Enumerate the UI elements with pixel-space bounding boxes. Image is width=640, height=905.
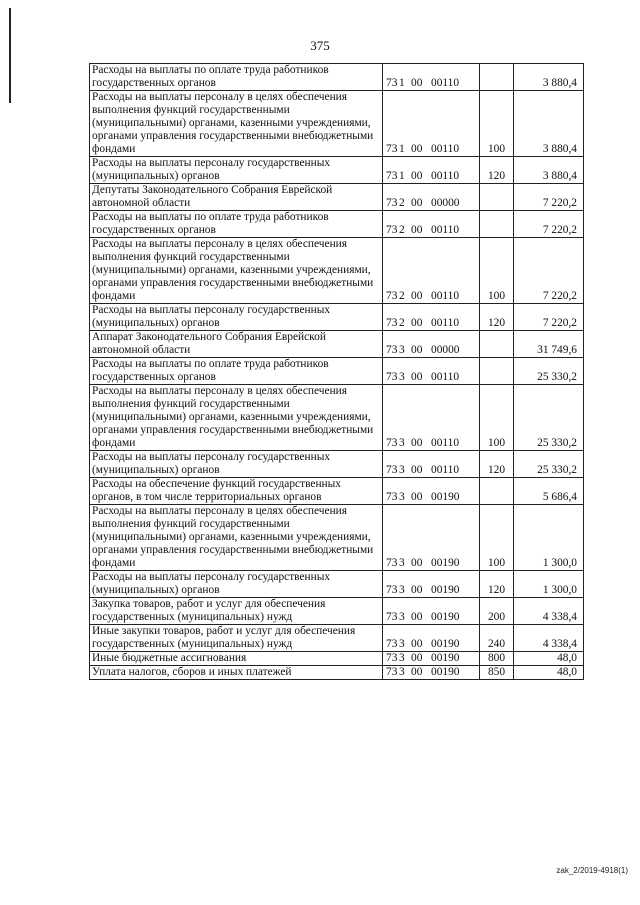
row-name: Расходы на выплаты персоналу в целях обеспечения выполнения функций государственными (муниципальными) органами, казенными учреждениями, органами управления государственными внебюджетными фондами (90, 238, 383, 304)
row-kcsr (383, 304, 480, 331)
kcsr-group: 00 (411, 290, 423, 302)
table-row (90, 157, 584, 184)
row-sum: 7 220,2 (514, 304, 584, 331)
kcsr-program: 73 (386, 437, 398, 449)
kcsr-group: 00 (411, 170, 423, 182)
kcsr-direction: 00190 (431, 638, 460, 650)
budget-table (89, 63, 584, 680)
row-kvr: 240 (480, 625, 514, 652)
kcsr-program: 73 (386, 170, 398, 182)
kcsr-direction: 00190 (431, 557, 460, 569)
row-name: Закупка товаров, работ и услуг для обеспечения государственных (муниципальных) нужд (90, 598, 383, 625)
row-kvr (480, 358, 514, 385)
row-name: Иные закупки товаров, работ и услуг для обеспечения государственных (муниципальных) нужд (90, 625, 383, 652)
row-kvr: 120 (480, 451, 514, 478)
row-kcsr (383, 625, 480, 652)
row-sum: 7 220,2 (514, 238, 584, 304)
kcsr-program: 73 (386, 344, 398, 356)
kcsr-program: 73 (386, 491, 398, 503)
row-sum: 25 330,2 (514, 451, 584, 478)
row-kvr: 120 (480, 157, 514, 184)
row-kcsr (383, 331, 480, 358)
kcsr-subprogram: 2 (399, 317, 405, 329)
kcsr-direction: 00110 (431, 437, 460, 449)
kcsr-direction: 00190 (431, 611, 460, 623)
row-sum: 48,0 (514, 652, 584, 666)
kcsr-direction: 00110 (431, 371, 460, 383)
row-name: Депутаты Законодательного Собрания Еврейской автономной области (90, 184, 383, 211)
row-name: Расходы на обеспечение функций государственных органов, в том числе территориальных органов (90, 478, 383, 505)
row-name: Расходы на выплаты персоналу в целях обеспечения выполнения функций государственными (муниципальными) органами, казенными учреждениями, органами управления государственными внебюджетными фондами (90, 505, 383, 571)
row-sum: 3 880,4 (514, 64, 584, 91)
kcsr-group: 00 (411, 197, 423, 209)
table-row (90, 385, 584, 451)
table-row (90, 505, 584, 571)
row-sum: 31 749,6 (514, 331, 584, 358)
row-sum: 5 686,4 (514, 478, 584, 505)
row-kcsr (383, 91, 480, 157)
row-kcsr (383, 652, 480, 666)
kcsr-program: 73 (386, 317, 398, 329)
row-kcsr (383, 385, 480, 451)
kcsr-program: 73 (386, 464, 398, 476)
kcsr-subprogram: 3 (399, 344, 405, 356)
kcsr-subprogram: 1 (399, 170, 405, 182)
row-name: Расходы на выплаты персоналу государственных (муниципальных) органов (90, 451, 383, 478)
kcsr-group: 00 (411, 344, 423, 356)
row-kvr: 120 (480, 304, 514, 331)
row-sum: 7 220,2 (514, 211, 584, 238)
row-kcsr (383, 157, 480, 184)
kcsr-subprogram: 2 (399, 224, 405, 236)
row-kcsr (383, 238, 480, 304)
row-sum: 7 220,2 (514, 184, 584, 211)
table-row (90, 625, 584, 652)
row-kcsr (383, 64, 480, 91)
kcsr-program: 73 (386, 371, 398, 383)
table-row (90, 451, 584, 478)
kcsr-direction: 00110 (431, 290, 460, 302)
table-row (90, 64, 584, 91)
row-kvr: 100 (480, 505, 514, 571)
row-sum: 3 880,4 (514, 157, 584, 184)
kcsr-direction: 00110 (431, 317, 460, 329)
kcsr-group: 00 (411, 652, 423, 664)
row-sum: 25 330,2 (514, 358, 584, 385)
row-kcsr (383, 666, 480, 680)
kcsr-subprogram: 3 (399, 652, 405, 664)
table-row (90, 478, 584, 505)
row-kvr (480, 211, 514, 238)
row-kvr: 100 (480, 91, 514, 157)
row-name: Расходы на выплаты по оплате труда работников государственных органов (90, 358, 383, 385)
kcsr-program: 73 (386, 611, 398, 623)
row-name: Расходы на выплаты персоналу государственных (муниципальных) органов (90, 571, 383, 598)
table-row (90, 304, 584, 331)
row-kvr: 850 (480, 666, 514, 680)
row-kcsr (383, 598, 480, 625)
table-row (90, 331, 584, 358)
kcsr-direction: 00000 (431, 197, 460, 209)
table-body (90, 64, 584, 680)
row-kvr (480, 184, 514, 211)
row-name: Расходы на выплаты по оплате труда работников государственных органов (90, 64, 383, 91)
table-row (90, 571, 584, 598)
row-kvr: 100 (480, 238, 514, 304)
kcsr-program: 73 (386, 652, 398, 664)
kcsr-direction: 00110 (431, 77, 460, 89)
kcsr-group: 00 (411, 491, 423, 503)
kcsr-program: 73 (386, 143, 398, 155)
kcsr-program: 73 (386, 557, 398, 569)
kcsr-direction: 00190 (431, 666, 460, 678)
row-kcsr (383, 184, 480, 211)
row-kvr (480, 331, 514, 358)
row-name: Расходы на выплаты персоналу в целях обеспечения выполнения функций государственными (муниципальными) органами, казенными учреждениями, органами управления государственными внебюджетными фондами (90, 385, 383, 451)
kcsr-subprogram: 3 (399, 666, 405, 678)
kcsr-subprogram: 3 (399, 611, 405, 623)
kcsr-program: 73 (386, 77, 398, 89)
kcsr-subprogram: 3 (399, 464, 405, 476)
margin-line (9, 8, 11, 103)
kcsr-program: 73 (386, 197, 398, 209)
row-sum: 4 338,4 (514, 598, 584, 625)
row-sum: 3 880,4 (514, 91, 584, 157)
kcsr-subprogram: 3 (399, 371, 405, 383)
kcsr-subprogram: 1 (399, 143, 405, 155)
row-kvr: 120 (480, 571, 514, 598)
kcsr-subprogram: 3 (399, 491, 405, 503)
kcsr-group: 00 (411, 666, 423, 678)
kcsr-group: 00 (411, 584, 423, 596)
row-sum: 1 300,0 (514, 571, 584, 598)
row-kcsr (383, 505, 480, 571)
kcsr-subprogram: 3 (399, 557, 405, 569)
row-name: Иные бюджетные ассигнования (90, 652, 383, 666)
table-row (90, 91, 584, 157)
table-row (90, 184, 584, 211)
kcsr-program: 73 (386, 666, 398, 678)
kcsr-direction: 00110 (431, 224, 460, 236)
kcsr-group: 00 (411, 143, 423, 155)
row-kcsr (383, 571, 480, 598)
kcsr-subprogram: 3 (399, 638, 405, 650)
kcsr-program: 73 (386, 638, 398, 650)
row-kcsr (383, 211, 480, 238)
kcsr-direction: 00110 (431, 170, 460, 182)
row-name: Расходы на выплаты персоналу в целях обеспечения выполнения функций государственными (муниципальными) органами, казенными учреждениями, органами управления государственными внебюджетными фондами (90, 91, 383, 157)
kcsr-group: 00 (411, 611, 423, 623)
kcsr-direction: 00110 (431, 464, 460, 476)
row-sum: 48,0 (514, 666, 584, 680)
table-row (90, 598, 584, 625)
kcsr-subprogram: 2 (399, 290, 405, 302)
row-kvr (480, 478, 514, 505)
kcsr-direction: 00190 (431, 652, 460, 664)
kcsr-direction: 00000 (431, 344, 460, 356)
kcsr-direction: 00190 (431, 491, 460, 503)
kcsr-group: 00 (411, 77, 423, 89)
kcsr-program: 73 (386, 584, 398, 596)
row-name: Расходы на выплаты по оплате труда работников государственных органов (90, 211, 383, 238)
kcsr-group: 00 (411, 437, 423, 449)
kcsr-group: 00 (411, 557, 423, 569)
table-row (90, 238, 584, 304)
row-kvr: 800 (480, 652, 514, 666)
row-kvr (480, 64, 514, 91)
row-name: Уплата налогов, сборов и иных платежей (90, 666, 383, 680)
kcsr-program: 73 (386, 290, 398, 302)
kcsr-subprogram: 2 (399, 197, 405, 209)
row-kcsr (383, 451, 480, 478)
kcsr-subprogram: 3 (399, 584, 405, 596)
kcsr-group: 00 (411, 317, 423, 329)
kcsr-group: 00 (411, 464, 423, 476)
row-kcsr (383, 358, 480, 385)
kcsr-group: 00 (411, 224, 423, 236)
table-row (90, 652, 584, 666)
kcsr-subprogram: 3 (399, 437, 405, 449)
footer-stamp: zak_2/2019-4918(1) (556, 866, 628, 875)
row-name: Аппарат Законодательного Собрания Еврейской автономной области (90, 331, 383, 358)
kcsr-direction: 00110 (431, 143, 460, 155)
kcsr-group: 00 (411, 371, 423, 383)
table-row (90, 666, 584, 680)
kcsr-subprogram: 1 (399, 77, 405, 89)
row-name: Расходы на выплаты персоналу государственных (муниципальных) органов (90, 157, 383, 184)
kcsr-program: 73 (386, 224, 398, 236)
row-sum: 25 330,2 (514, 385, 584, 451)
row-sum: 1 300,0 (514, 505, 584, 571)
table-row (90, 211, 584, 238)
row-sum: 4 338,4 (514, 625, 584, 652)
row-kvr: 200 (480, 598, 514, 625)
kcsr-direction: 00190 (431, 584, 460, 596)
row-kcsr (383, 478, 480, 505)
page-number: 375 (310, 38, 330, 53)
row-kvr: 100 (480, 385, 514, 451)
table-row (90, 358, 584, 385)
row-name: Расходы на выплаты персоналу государственных (муниципальных) органов (90, 304, 383, 331)
kcsr-group: 00 (411, 638, 423, 650)
